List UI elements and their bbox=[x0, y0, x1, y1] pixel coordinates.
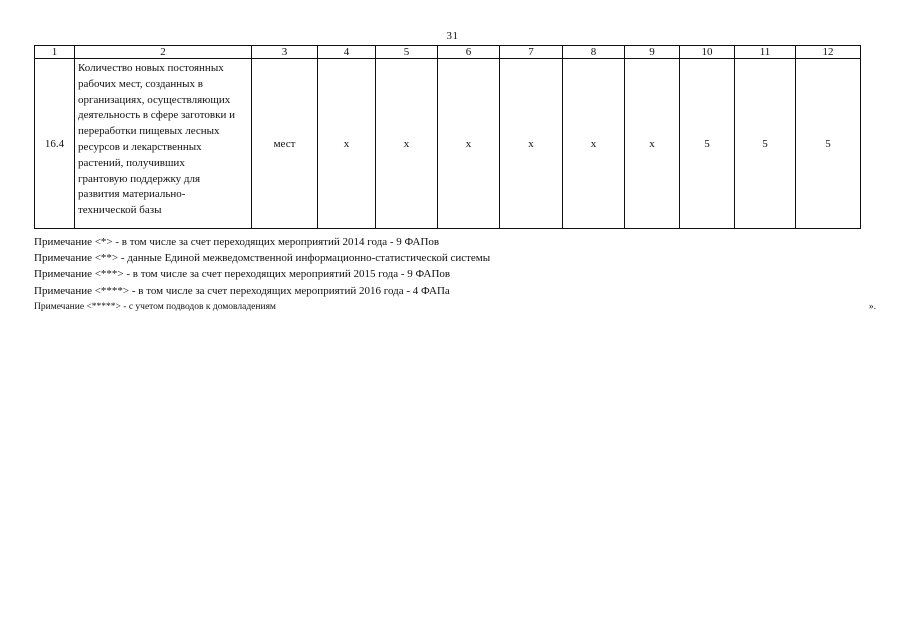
row-value: х bbox=[563, 59, 625, 229]
notes-block bbox=[34, 234, 876, 315]
column-number: 8 bbox=[563, 46, 625, 59]
column-number: 6 bbox=[438, 46, 500, 59]
column-number: 11 bbox=[735, 46, 796, 59]
closing-quote-mark: ». bbox=[868, 301, 876, 312]
row-value: 5 bbox=[796, 59, 861, 229]
column-number: 9 bbox=[625, 46, 680, 59]
column-number-row bbox=[35, 46, 861, 59]
column-number: 5 bbox=[376, 46, 438, 59]
row-value: х bbox=[318, 59, 376, 229]
column-number: 4 bbox=[318, 46, 376, 59]
page-number: 31 bbox=[446, 30, 459, 42]
column-number: 3 bbox=[252, 46, 318, 59]
note-line-last bbox=[34, 299, 876, 315]
row-value: х bbox=[500, 59, 563, 229]
row-value: 5 bbox=[680, 59, 735, 229]
note-line: Примечание <****> - в том числе за счет переходящих мероприятий 2016 года - 4 ФАПа bbox=[34, 284, 450, 297]
row-unit: мест bbox=[252, 59, 318, 229]
note-line: Примечание <*> - в том числе за счет переходящих мероприятий 2014 года - 9 ФАПов bbox=[34, 236, 440, 248]
column-number: 1 bbox=[35, 46, 75, 59]
row-value: 5 bbox=[735, 59, 796, 229]
row-value: х bbox=[625, 59, 680, 229]
note-line: Примечание <***> - в том числе за счет переходящих мероприятий 2015 года - 9 ФАПов bbox=[34, 268, 451, 281]
column-number: 12 bbox=[796, 46, 861, 59]
row-number: 16.4 bbox=[35, 59, 75, 229]
indicator-table bbox=[34, 45, 861, 229]
note-line: Примечание <**> - данные Единой межведомственной информационно-статистической системы bbox=[34, 252, 491, 265]
table-row bbox=[35, 59, 861, 229]
row-value: х bbox=[438, 59, 500, 229]
row-description: Количество новых постоянных рабочих мест, созданных в организациях, осуществляющих деятельность в сфере заготовки и переработки пищевых лесных ресурсов и лекарственных растений, получивших грантовую поддержку для развития материально- технической базы bbox=[75, 59, 252, 229]
row-value: х bbox=[376, 59, 438, 229]
note-text: Примечание <*****> - с учетом подводов к домовладениям bbox=[34, 301, 276, 312]
column-number: 10 bbox=[680, 46, 735, 59]
column-number: 7 bbox=[500, 46, 563, 59]
column-number: 2 bbox=[75, 46, 252, 59]
